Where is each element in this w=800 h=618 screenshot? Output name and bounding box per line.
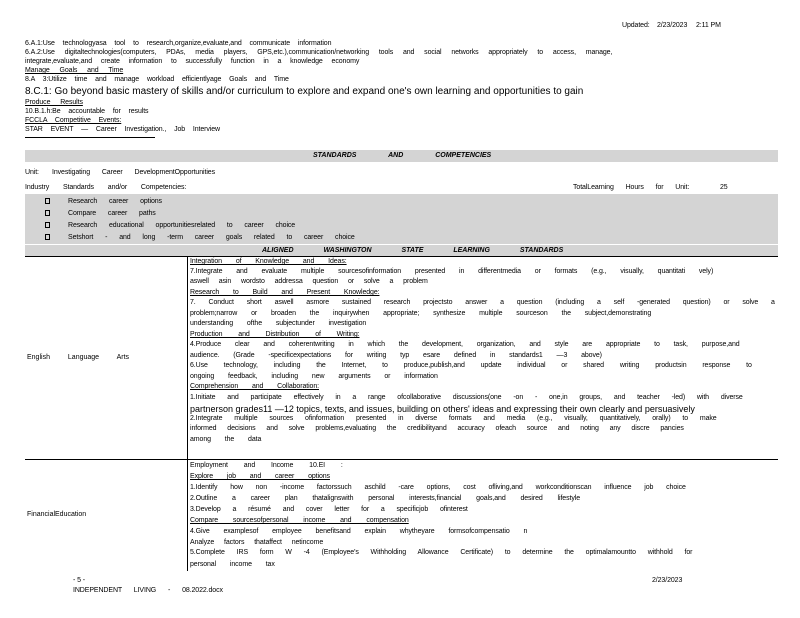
- total-hours-value: 25: [720, 184, 728, 191]
- english-line: ongoing feedback, including new arguments or information: [190, 373, 438, 380]
- intro-line-1: 6.A.1:Use technologyasa tool to research,organize,evaluate,and communicate information: [25, 40, 332, 47]
- english-line: Integration of Knowledge and Ideas:: [190, 258, 347, 265]
- financial-line: Employment and Income 10.EI :: [190, 462, 343, 469]
- english-line: 7.Integrate and evaluate multiple sourcesofinformation presented in differentmedia or formats (e.g., visually, quantitati vely): [190, 268, 714, 275]
- footer-date: 2/23/2023: [652, 577, 683, 584]
- financial-line: 2.Outline a career plan thatalignswith personal interests,financial goals,and desired lifestyle: [190, 495, 580, 502]
- financial-line: 3.Develop a résumé and cover letter for a specificjob ofinterest: [190, 506, 468, 513]
- english-line: among the data: [190, 436, 262, 443]
- english-line: 2.Integrate multiple sources ofinformation presented in diverse formats and media (e.g., visually, quantitatively, orally) to make: [190, 415, 717, 422]
- aligned-heading: ALIGNED WASHINGTON STATE LEARNING STANDARDS: [262, 247, 564, 254]
- english-line: partnerson grades11 —12 topics, texts, and issues, building on others' ideas and expressing their own clearly and persuasively: [190, 404, 695, 414]
- total-hours-label: TotalLearning Hours for Unit:: [573, 184, 690, 191]
- intro-line-4: Manage Goals and Time: [25, 67, 124, 74]
- financial-line: 4.Give examplesof employee benefitsand explain whytheyare formsofcompensatio n: [190, 528, 528, 535]
- subject-financial: FinancialEducation: [27, 511, 87, 518]
- intro-line-7: Produce Results: [25, 99, 83, 106]
- intro-line-8: 10.B.1.h:Be accountable for results: [25, 108, 149, 115]
- financial-line: Compare sourcesofpersonal income and compensation: [190, 517, 409, 524]
- english-line: 7. Conduct short aswell asmore sustained research projectsto answer a question (including a self -generated question) or solve a: [190, 299, 775, 306]
- english-line: Production and Distribution of Writing:: [190, 331, 360, 338]
- bullet-icon: [45, 234, 50, 240]
- english-line: informed decisions and solve problems,evaluating the credibilityand accuracy ofeach source and noting any discre pancies: [190, 425, 684, 432]
- intro-line-9: FCCLA Competitive Events:: [25, 117, 122, 124]
- english-line: aswell asin wordsto addressa question or solve a problem: [190, 278, 428, 285]
- bullet-icon: [45, 210, 50, 216]
- financial-line: Analyze factors thataffect netincome: [190, 539, 324, 546]
- english-line: 4.Produce clear and coherentwriting in which the development, organization, and style are appropriate to task, purpose,and: [190, 341, 740, 348]
- intro-line-6: 8.C.1: Go beyond basic mastery of skills and/or curriculum to explore and expand one's own learning and opportunities to gain: [25, 86, 584, 97]
- english-line: 1.Initiate and participate effectively in a range ofcollaborative discussions(one -on - one,in groups, and teacher -led) with diverse: [190, 394, 743, 401]
- english-line: Research to Build and Present Knowledge:: [190, 289, 380, 296]
- unit-label: Unit:: [25, 169, 39, 176]
- table-column-divider: [187, 256, 188, 571]
- financial-line: personal income tax: [190, 561, 275, 568]
- bullet-icon: [45, 222, 50, 228]
- intro-line-5: 8.A 3:Utilize time and manage workload efficientlyage Goals and Time: [25, 76, 289, 83]
- english-line: problem;narrow or broaden the inquirywhen appropriate; synthesize multiple sourceson the subject,demonstrating: [190, 310, 652, 317]
- intro-line-3: integrate,evaluate,and create information to successfully function in a knowledge economy: [25, 58, 360, 65]
- competency-item: Research educational opportunitiesrelated to career choice: [45, 222, 295, 230]
- updated-label: Updated:: [622, 22, 650, 29]
- subject-english: English Language Arts: [27, 354, 130, 361]
- financial-line: Explore job and career options: [190, 473, 330, 480]
- updated-date: 2/23/2023: [657, 22, 688, 29]
- financial-line: 5.Complete IRS form W -4 (Employee's Withholding Allowance Certificate) to determine the optimalamountto withhold for: [190, 549, 693, 556]
- competency-item: Compare career paths: [45, 210, 156, 218]
- english-line: understanding ofthe subjectunder investigation: [190, 320, 367, 327]
- footer-page-number: - 5 -: [73, 577, 85, 584]
- bullet-icon: [45, 198, 50, 204]
- competency-item: Research career options: [45, 198, 162, 206]
- table-top-border: [25, 256, 778, 257]
- english-line: 6.Use technology, including the Internet, to produce,publish,and update individual or shared writing productsin response to: [190, 362, 752, 369]
- competency-item: Setshort - and long -term career goals related to career choice: [45, 234, 355, 242]
- english-line: audience. (Grade -specificexpectations for writing typ esare defined in standards1 —3 above): [190, 352, 602, 359]
- footer-doc-name: INDEPENDENT LIVING - 08.2022.docx: [73, 587, 223, 594]
- industry-label: Industry Standards and/or Competencies:: [25, 184, 187, 191]
- table-row-divider: [25, 459, 778, 460]
- english-line: Comprehension and Collaboration:: [190, 383, 319, 390]
- updated-time: 2:11 PM: [696, 22, 721, 29]
- standards-heading: STANDARDS AND COMPETENCIES: [313, 152, 492, 159]
- financial-line: 1.Identify how non -income factorssuch aschild -care options, cost ofliving,and workconditionscan influence job choice: [190, 484, 686, 491]
- unit-value: Investigating Career DevelopmentOpportunities: [52, 169, 215, 176]
- intro-line-2: 6.A.2:Use digitaltechnologies(computers, PDAs, media players, GPS,etc.),communication/networking tools and social networks appropriately to access, manage,: [25, 49, 613, 56]
- intro-underline: [25, 137, 155, 138]
- intro-line-10: STAR EVENT — Career Investigation., Job Interview: [25, 126, 221, 133]
